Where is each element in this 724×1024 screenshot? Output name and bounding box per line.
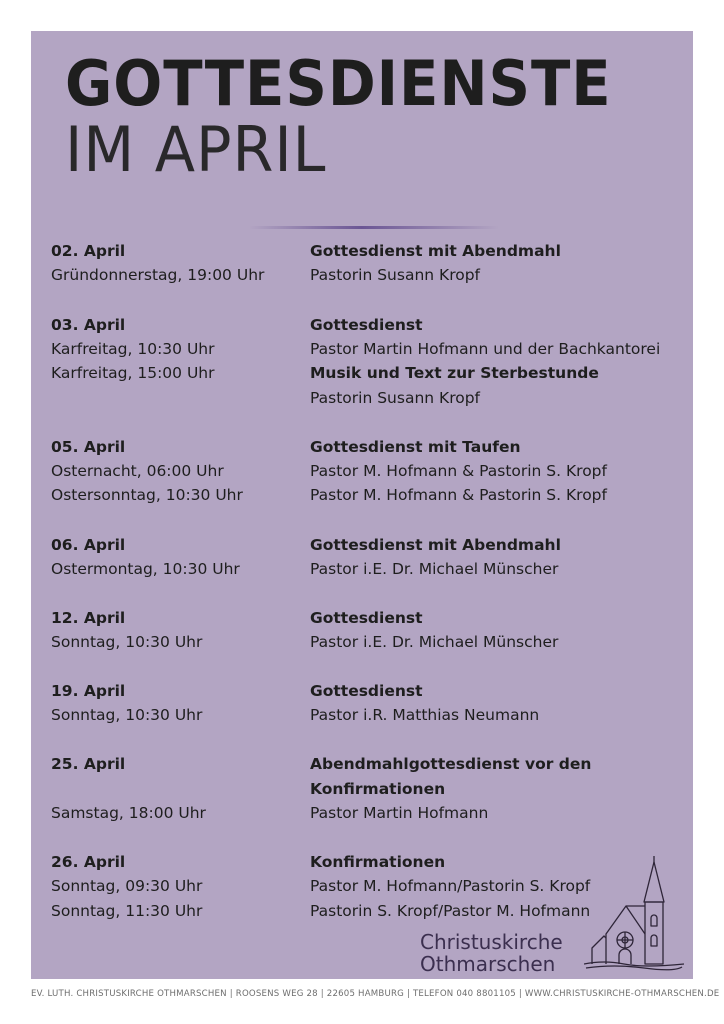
page-title: GOTTESDIENSTE xyxy=(65,47,612,120)
entry-time: Ostermontag, 10:30 Uhr xyxy=(51,560,240,578)
service-title: Musik und Text zur Sterbestunde xyxy=(310,364,599,382)
logo-line-2: Othmarschen xyxy=(420,952,556,976)
entry-date: 03. April xyxy=(51,316,126,334)
entry-date: 02. April xyxy=(51,242,126,260)
service-people: Pastor M. Hofmann/Pastorin S. Kropf xyxy=(310,877,591,895)
entry-time: Sonntag, 10:30 Uhr xyxy=(51,633,203,651)
entry-time: Samstag, 18:00 Uhr xyxy=(51,804,206,822)
entry-time: Sonntag, 09:30 Uhr xyxy=(51,877,203,895)
page-subtitle xyxy=(65,115,326,185)
entry-time: Karfreitag, 15:00 Uhr xyxy=(51,364,215,382)
entry-date: 06. April xyxy=(51,536,126,554)
service-title: Abendmahlgottesdienst vor den xyxy=(310,755,592,773)
service-people: Pastor M. Hofmann & Pastorin S. Kropf xyxy=(310,486,607,504)
service-title: Gottesdienst mit Taufen xyxy=(310,438,521,456)
service-people: Pastor i.E. Dr. Michael Münscher xyxy=(310,633,559,651)
service-people: Pastor i.R. Matthias Neumann xyxy=(310,706,540,724)
service-title: Gottesdienst xyxy=(310,682,423,700)
service-title: Konfirmationen xyxy=(310,853,446,871)
service-people: Pastorin Susann Kropf xyxy=(310,266,481,284)
church-icon xyxy=(584,856,684,972)
service-title: Gottesdienst xyxy=(310,609,423,627)
service-title: Konfirmationen xyxy=(310,780,446,798)
schedule-panel xyxy=(31,31,693,979)
title-divider xyxy=(249,226,499,229)
entry-time: Sonntag, 11:30 Uhr xyxy=(51,902,203,920)
service-title: Gottesdienst xyxy=(310,316,423,334)
service-people: Pastor i.E. Dr. Michael Münscher xyxy=(310,560,559,578)
entry-time: Karfreitag, 10:30 Uhr xyxy=(51,340,215,358)
entry-date: 05. April xyxy=(51,438,126,456)
service-title: Gottesdienst mit Abendmahl xyxy=(310,242,561,260)
service-people: Pastor M. Hofmann & Pastorin S. Kropf xyxy=(310,462,607,480)
entry-date: 12. April xyxy=(51,609,126,627)
entry-time: Sonntag, 10:30 Uhr xyxy=(51,706,203,724)
entry-time: Osternacht, 06:00 Uhr xyxy=(51,462,224,480)
church-logo-text xyxy=(420,931,563,975)
service-title: Gottesdienst mit Abendmahl xyxy=(310,536,561,554)
entry-date: 26. April xyxy=(51,853,126,871)
service-people: Pastor Martin Hofmann und der Bachkantorei xyxy=(310,340,661,358)
logo-line-1: Christuskirche xyxy=(420,930,563,954)
entry-time: Gründonnerstag, 19:00 Uhr xyxy=(51,266,265,284)
entry-date: 25. April xyxy=(51,755,126,773)
service-people: Pastorin S. Kropf/Pastor M. Hofmann xyxy=(310,902,591,920)
footer-address: EV. LUTH. CHRISTUSKIRCHE OTHMARSCHEN | ROOSENS WEG 28 | 22605 HAMBURG | TELEFON 040 8801105 | WWW.CHRISTUSKIRCHE-OTHMARSCHEN.DE xyxy=(31,989,720,999)
entry-time: Ostersonntag, 10:30 Uhr xyxy=(51,486,243,504)
entry-date: 19. April xyxy=(51,682,126,700)
page-subtitle-text: IM APRIL xyxy=(65,113,327,186)
service-people: Pastor Martin Hofmann xyxy=(310,804,489,822)
service-people: Pastorin Susann Kropf xyxy=(310,389,481,407)
